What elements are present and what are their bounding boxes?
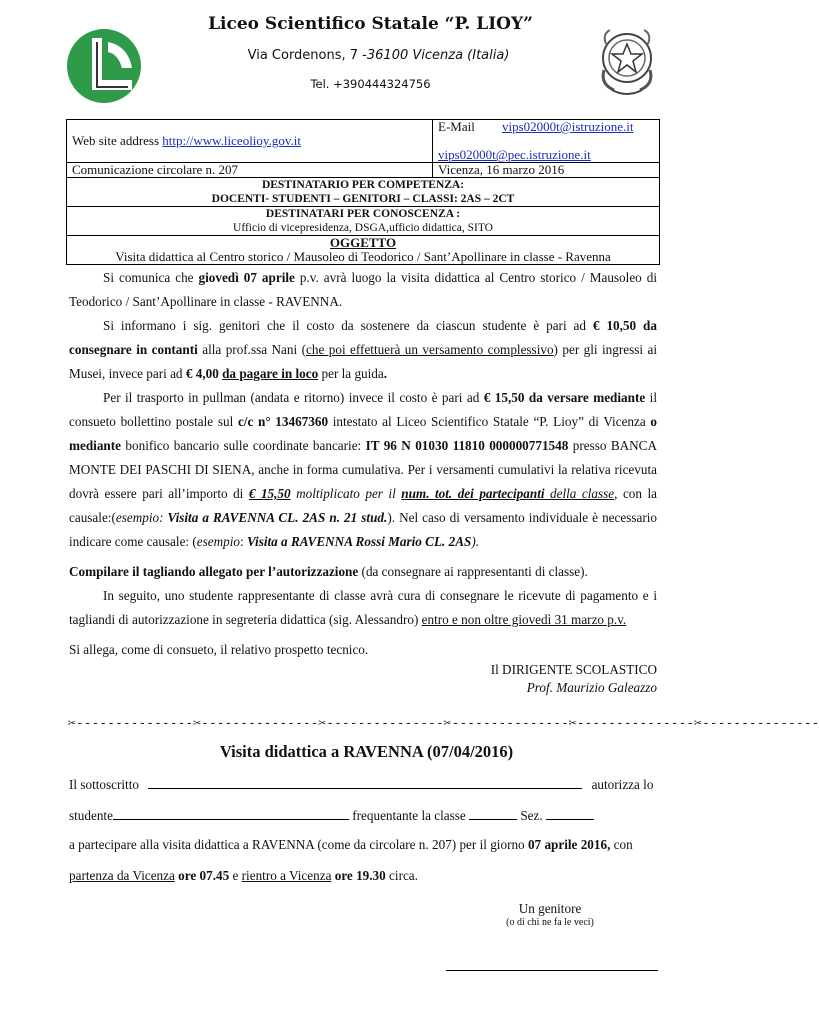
- form-line-signer: Il sottoscritto autorizza lo: [69, 777, 654, 792]
- form-line-visit: a partecipare alla visita didattica a RAVENNA (come da circolare n. 207) per il giorno 07 aprile 2016, con: [69, 837, 633, 852]
- section-field[interactable]: [546, 807, 594, 820]
- form-title: Visita didattica a RAVENNA (07/04/2016): [219, 742, 514, 761]
- website-link[interactable]: http://www.liceolioy.gov.it: [162, 133, 301, 148]
- recipients-knowledge: DESTINATARI PER CONOSCENZA : Ufficio di vicepresidenza, DSGA,ufficio didattica, SITO: [67, 207, 660, 236]
- form-line-times: partenza da Vicenza ore 07.45 e rientro a Vicenza ore 19.30 circa.: [69, 868, 418, 883]
- parent-label: Un genitore: [518, 901, 582, 916]
- email-link-2[interactable]: vips02000t@pec.istruzione.it: [438, 147, 591, 162]
- paragraph-transport: Per il trasporto in pullman (andata e ritorno) invece il costo è pari ad € 15,50 da versare mediante il consueto bollettino postale sul c/c n° 13467360 intestato al Liceo Scientifico Statale “P. Lioy” di Vicenza o mediante bonifico bancario sulle coordinate bancarie: IT 96 N 01030 11810 000000771548 presso BANCA MONTE DEI PASCHI DI SIENA, anche in forma cumulativa. Per i versamenti cumulativi la relativa ricevuta dovrà essere pari all’importo di € 15,50 moltiplicato per il num. tot. dei partecipanti della classe, con la causale:(esempio: Visita a RAVENNA CL. 2AS n. 21 stud.). Nel caso di versamento individuale è necessario indicare come causale: (esempio: Visita a RAVENNA Rossi Mario CL. 2AS).: [69, 390, 658, 549]
- subject-cell: OGGETTO Visita didattica al Centro storico / Mausoleo di Teodorico / Sant’Apollinare in classe - Ravenna: [67, 236, 660, 265]
- parent-signature-line[interactable]: [446, 970, 658, 971]
- paragraph-attachment: Si allega, come di consueto, il relativo prospetto tecnico.: [69, 642, 369, 657]
- student-name-field[interactable]: [113, 807, 349, 820]
- email-link-1[interactable]: vips02000t@istruzione.it: [502, 119, 634, 134]
- website-cell: Web site address http://www.liceolioy.gov.it: [67, 120, 433, 163]
- signature-block: Il DIRIGENTE SCOLASTICO Prof. Maurizio Galeazzo: [490, 662, 657, 695]
- form-line-student: studente frequentante la classe Sez.: [69, 807, 657, 824]
- parent-note: (o di chi ne fa le veci): [506, 917, 594, 928]
- scissors-cut-line: ✂---------------✂---------------✂---------------✂---------------✂---------------✂---------------: [68, 716, 819, 731]
- recipients-competence: DESTINATARIO PER COMPETENZA: DOCENTI- STUDENTI – GENITORI – CLASSI: 2AS – 2CT: [67, 178, 660, 207]
- school-phone: Tel. +390444324756: [310, 77, 431, 91]
- circular-body: [69, 266, 657, 662]
- circular-date: Vicenza, 16 marzo 2016: [433, 163, 660, 178]
- email-cell: E-Mail vips02000t@istruzione.it vips02000t@pec.istruzione.it: [433, 120, 660, 163]
- school-name: Liceo Scientifico Statale “P. LIOY”: [208, 14, 533, 34]
- paragraph-costs: Si informano i sig. genitori che il costo da sostenere da ciascun studente è pari ad € 10,50 da consegnare in contanti alla prof.ssa Nani (che poi effettuerà un versamento complessivo) per gli ingressi ai Musei, invece pari ad € 4,00 da pagare in loco per la guida.: [69, 318, 657, 381]
- paragraph-deadline: In seguito, uno studente rappresentante di classe avrà cura di consegnare le ricevute di pagamento e i tagliandi di autorizzazione in segreteria didattica (sig. Alessandro) entro e non oltre giovedì 31 marzo p.v.: [69, 588, 657, 627]
- paragraph-date: Si comunica che giovedì 07 aprile p.v. avrà luogo la visita didattica al Centro storico / Mausoleo di Teodorico / Sant’Apollinare in classe - RAVENNA.: [69, 270, 657, 309]
- circular-info-table: [66, 119, 660, 265]
- circular-number: Comunicazione circolare n. 207: [67, 163, 433, 178]
- signer-name-field[interactable]: [148, 776, 582, 789]
- school-logo: [66, 28, 142, 104]
- paragraph-form-instruction: Compilare il tagliando allegato per l’autorizzazione (da consegnare ai rappresentanti di classe).: [69, 564, 588, 579]
- school-address: Via Cordenons, 7 -36100 Vicenza (Italia): [247, 48, 510, 63]
- class-field[interactable]: [469, 807, 517, 820]
